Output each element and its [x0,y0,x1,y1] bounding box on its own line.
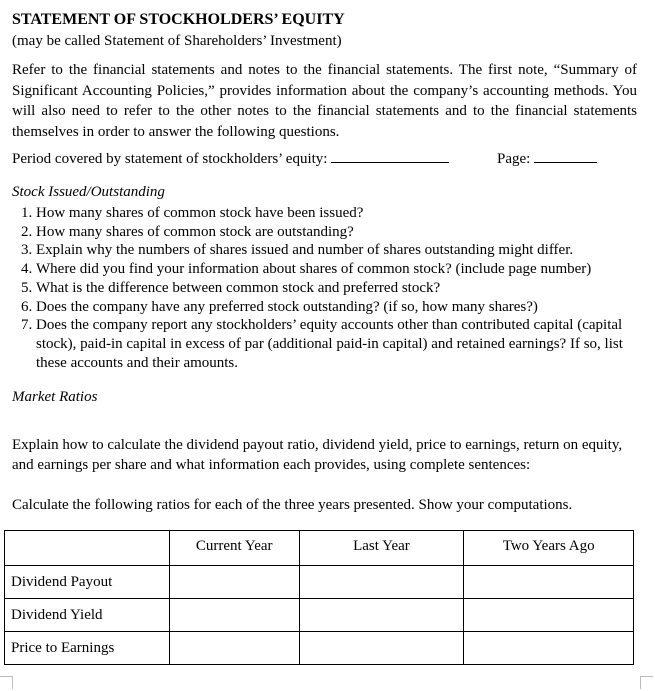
question-item: 1. How many shares of common stock have been issued? [36,204,637,223]
page-corner-mark [640,676,653,689]
page-field [497,148,597,169]
document-page [12,10,637,515]
ratio-table [4,530,634,665]
stock-questions-list [12,204,637,372]
table-header-cell: Two Years Ago [464,531,634,566]
table-header-cell [5,531,170,566]
market-section-heading: Market Ratios [12,389,98,406]
table-cell[interactable] [169,632,299,665]
table-cell[interactable] [464,632,634,665]
page-blank [534,148,597,163]
question-item: 6. Does the company have any preferred stock outstanding? (if so, how many shares?) [36,298,637,317]
table-cell[interactable] [299,599,464,632]
table-row [5,566,634,599]
explain-paragraph: Explain how to calculate the dividend payout ratio, dividend yield, price to earnings, return on equity, and earnings per share and what information each provides, using complete sentences: [12,437,623,474]
document-title: STATEMENT OF STOCKHOLDERS’ EQUITY [12,11,345,28]
table-row [5,632,634,665]
table-header-row [5,531,634,566]
table-header-cell: Last Year [299,531,464,566]
question-item: 7. Does the company report any stockholders’ equity accounts other than contributed capital (capital stock), paid-in capital in excess of par (additional paid-in capital) and retained earnings? If so, list these accounts and their amounts. [36,316,637,372]
row-label: Price to Earnings [5,632,170,665]
table-cell[interactable] [464,566,634,599]
question-item: 2. How many shares of common stock are outstanding? [36,223,637,242]
table-cell[interactable] [169,566,299,599]
table-cell[interactable] [299,566,464,599]
document-subtitle: (may be called Statement of Shareholders’ Investment) [12,33,342,49]
row-label: Dividend Payout [5,566,170,599]
table-header-cell: Current Year [169,531,299,566]
page-label: Page: [497,151,531,167]
table-cell[interactable] [169,599,299,632]
row-label: Dividend Yield [5,599,170,632]
period-label: Period covered by statement of stockholders’ equity: [12,151,328,167]
table-cell[interactable] [464,599,634,632]
table-cell[interactable] [299,632,464,665]
question-item: 3. Explain why the numbers of shares issued and number of shares outstanding might differ. [36,241,637,260]
intro-paragraph: Refer to the financial statements and notes to the financial statements. The first note, “Summary of Significant Accounting Policies,” provides information about the company’s accounting methods. You will also need to refer to the other notes to the financial statements and to the financial statements themselves in order to answer the following questions. [12,62,637,140]
question-item: 4. Where did you find your information about shares of common stock? (include page number) [36,260,637,279]
stock-section-heading: Stock Issued/Outstanding [12,184,165,200]
calc-paragraph: Calculate the following ratios for each of the three years presented. Show your computations. [12,497,573,514]
question-item: 5. What is the difference between common stock and preferred stock? [36,279,637,298]
page-corner-mark [0,676,13,689]
period-line [12,148,637,168]
table-row [5,599,634,632]
period-blank [331,148,449,163]
